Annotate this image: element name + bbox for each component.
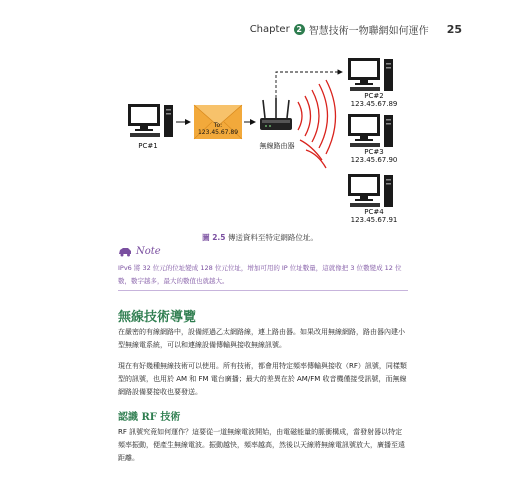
pc2-name: PC#2 xyxy=(364,92,384,100)
network-figure xyxy=(0,0,520,240)
caption-number: 圖 2.5 xyxy=(202,233,226,242)
note-title-text: Note xyxy=(136,246,161,257)
pc3-icon xyxy=(348,114,393,147)
envelope-to: To: xyxy=(213,122,223,129)
section-heading-wireless: 無線技術導覽 xyxy=(118,310,197,325)
section2-paragraph-1: RF 訊號究竟如何運作？這要從一道無線電波開始，由電磁能量的脈衝構成，當發射器以特定頻率振動，便產生無線電波。振動越快，頻率越高，然後以天線將無線電訊號放大，廣播至遠距離。 xyxy=(118,428,405,462)
pc1-icon xyxy=(128,104,173,137)
car-icon xyxy=(118,247,132,257)
pc4-label xyxy=(346,208,402,224)
pc1-label: PC#1 xyxy=(138,142,158,150)
section1-paragraph-1: 在嚴密的有線網路中，設備經過乙太網路線，連上路由器。如果改用無線網路，路由器內建小型無線電系統，可以和連線設備傳輸與接收無線訊號。 xyxy=(118,328,405,349)
figure-caption xyxy=(0,232,520,243)
network-diagram xyxy=(0,0,520,240)
pc4-name: PC#4 xyxy=(364,208,384,216)
chapter-title: 智慧技術一物聯網如何運作 xyxy=(308,26,429,37)
pc3-ip: 123.45.67.90 xyxy=(350,156,398,164)
note-title xyxy=(118,246,161,257)
chapter-number-badge: 2 xyxy=(294,24,305,35)
section1-paragraph-2: 現在有好幾種無線技術可以使用。所有技術，都會用特定頻率傳輸與接收（RF）訊號，同樣類型的訊號，也用於 AM 和 FM 電台廣播；最大的差異在於 AM/FM 收音機僅接受訊號，而無線網路設備要接收也要發送。 xyxy=(118,362,407,396)
pc2-label xyxy=(346,92,402,108)
chapter-prefix: Chapter xyxy=(249,24,290,35)
router-icon xyxy=(260,98,292,130)
pc3-label xyxy=(346,148,402,164)
caption-text: 傳送資料至特定網路位址。 xyxy=(227,233,318,242)
pc4-ip: 123.45.67.91 xyxy=(350,216,398,224)
pc2-icon xyxy=(348,58,393,91)
note-divider xyxy=(118,290,408,291)
pc4-icon xyxy=(348,174,393,207)
router-label: 無線路由器 xyxy=(259,142,295,150)
pc2-ip: 123.45.67.89 xyxy=(350,100,398,108)
pc3-name: PC#3 xyxy=(364,148,384,156)
wireless-waves xyxy=(298,80,336,168)
envelope-to-label xyxy=(194,122,242,136)
note-body: IPv6 將 32 位元的位址變成 128 位元位址，增加可用的 IP 位址數量，這就像把 3 位數變成 12 位數，數字越多，最大的數值也就越大。 xyxy=(118,264,402,285)
envelope-address: 123.45.67.89 xyxy=(197,129,239,136)
section-heading-rf: 認識 RF 技術 xyxy=(118,412,181,423)
page-number: 25 xyxy=(446,23,462,36)
